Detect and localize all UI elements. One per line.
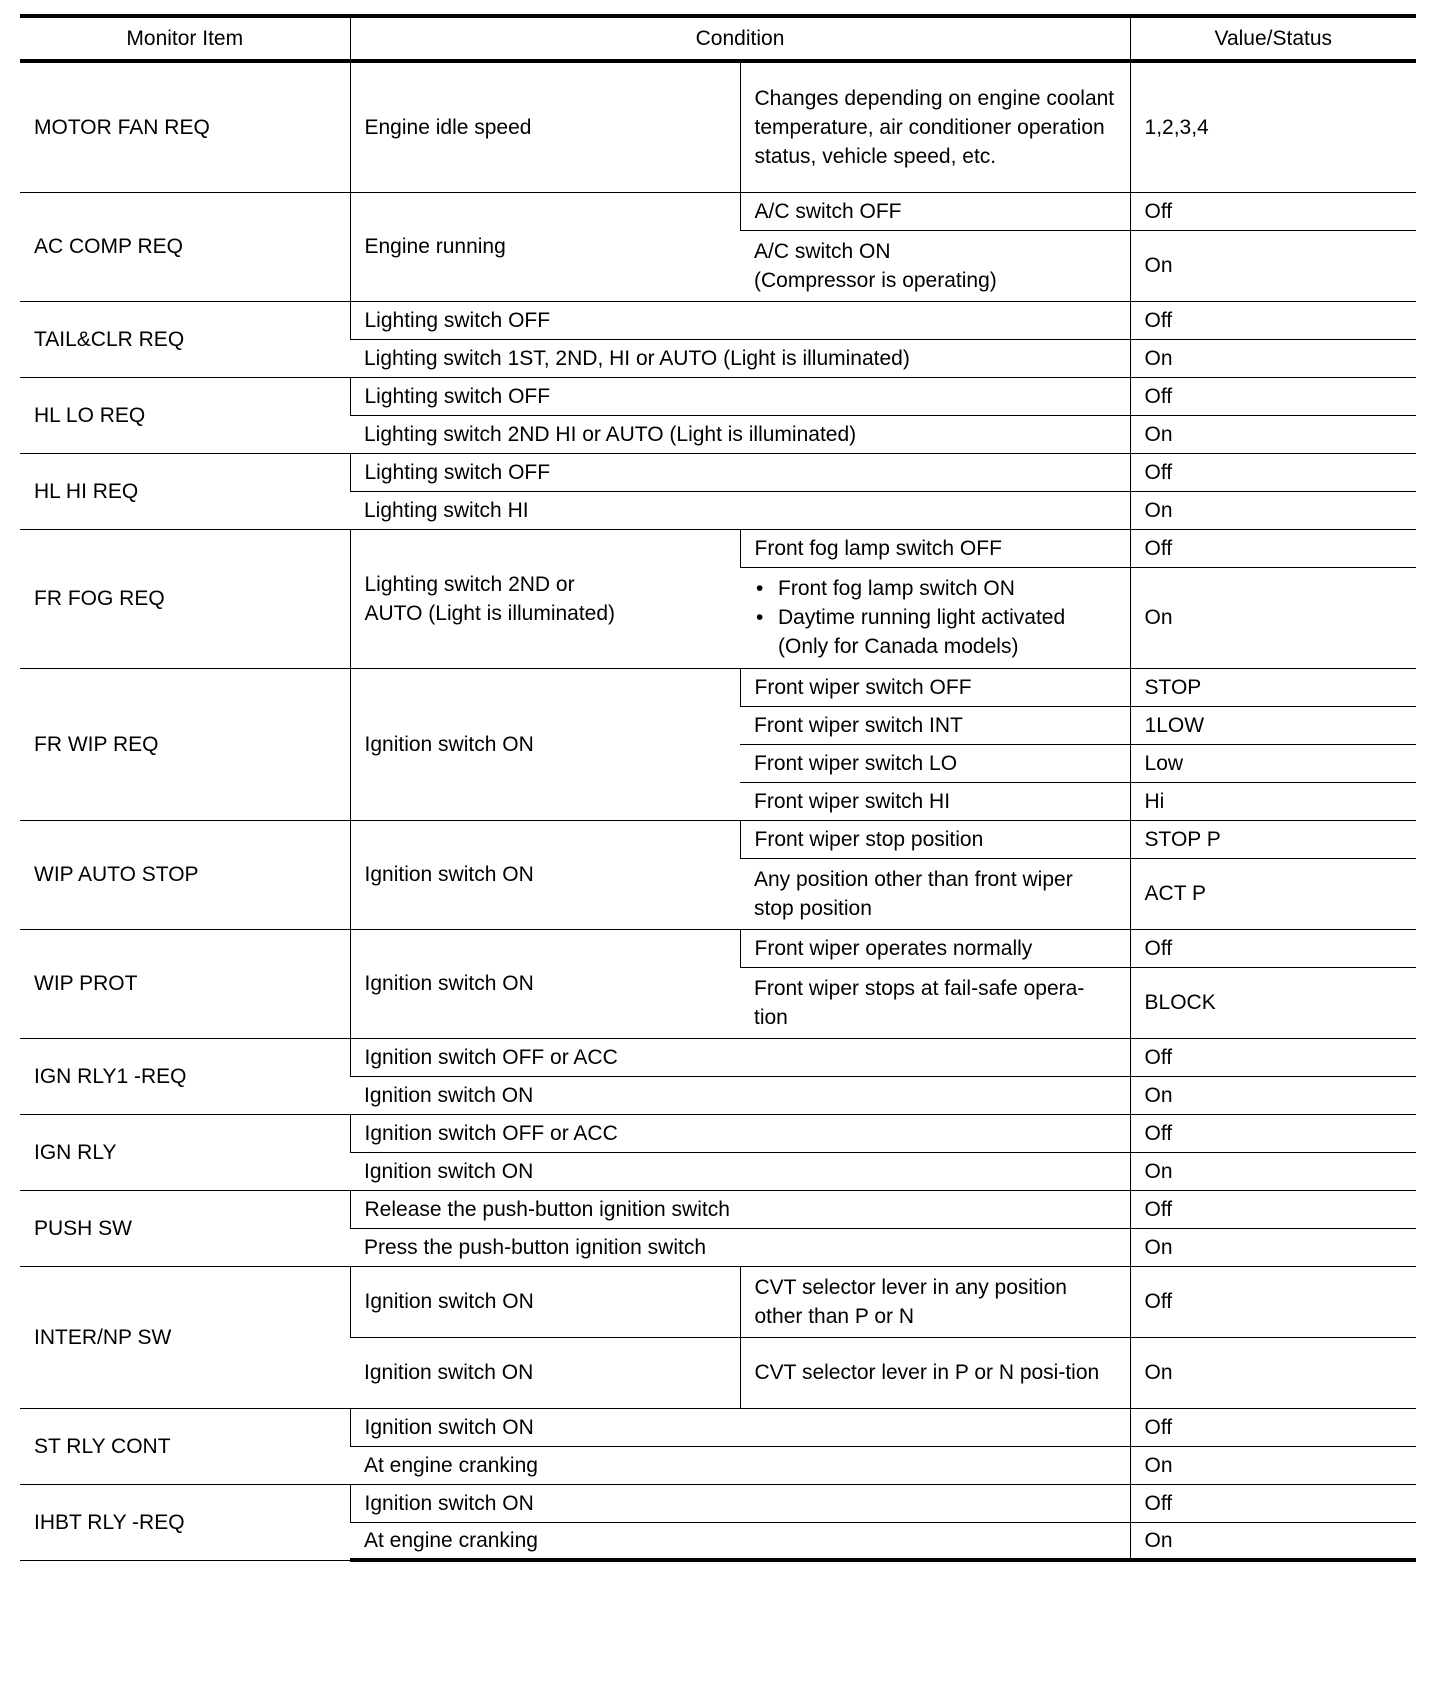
value-cell: Off bbox=[1130, 929, 1416, 967]
value-cell: Off bbox=[1130, 1484, 1416, 1522]
sub-condition-cell bbox=[740, 230, 1130, 301]
monitor-item-cell: IHBT RLY -REQ bbox=[20, 1484, 350, 1560]
condition-cell bbox=[350, 529, 740, 668]
value-cell: On bbox=[1130, 1152, 1416, 1190]
sub-condition-line: (Compressor is operating) bbox=[754, 268, 997, 292]
condition-cell: Ignition switch ON bbox=[350, 1337, 740, 1408]
value-cell: Off bbox=[1130, 301, 1416, 339]
value-cell: On bbox=[1130, 1522, 1416, 1560]
header-row bbox=[20, 16, 1416, 61]
sub-condition-cell: CVT selector lever in P or N posi-tion bbox=[740, 1337, 1130, 1408]
condition-cell: Lighting switch OFF bbox=[350, 301, 1130, 339]
value-cell: On bbox=[1130, 491, 1416, 529]
condition-cell: Lighting switch OFF bbox=[350, 453, 1130, 491]
sub-condition-cell: Front wiper switch LO bbox=[740, 744, 1130, 782]
monitor-item-cell: WIP AUTO STOP bbox=[20, 820, 350, 929]
monitor-item-cell: TAIL&CLR REQ bbox=[20, 301, 350, 377]
value-cell: STOP P bbox=[1130, 820, 1416, 858]
sub-condition-cell: A/C switch OFF bbox=[740, 192, 1130, 230]
value-cell: Off bbox=[1130, 377, 1416, 415]
sub-condition-cell: Front wiper switch HI bbox=[740, 782, 1130, 820]
condition-cell: Lighting switch OFF bbox=[350, 377, 1130, 415]
value-cell: Off bbox=[1130, 192, 1416, 230]
table-row bbox=[20, 1408, 1416, 1446]
value-cell: On bbox=[1130, 1076, 1416, 1114]
value-cell: STOP bbox=[1130, 668, 1416, 706]
monitor-item-cell: IGN RLY bbox=[20, 1114, 350, 1190]
condition-cell: Release the push-button ignition switch bbox=[350, 1190, 1130, 1228]
condition-cell: Lighting switch 2ND HI or AUTO (Light is illuminated) bbox=[350, 415, 1130, 453]
table-row bbox=[20, 61, 1416, 192]
table-row bbox=[20, 453, 1416, 491]
table-row bbox=[20, 668, 1416, 706]
value-cell: Off bbox=[1130, 1114, 1416, 1152]
value-cell: BLOCK bbox=[1130, 967, 1416, 1038]
value-cell: On bbox=[1130, 1228, 1416, 1266]
condition-cell: Press the push-button ignition switch bbox=[350, 1228, 1130, 1266]
monitor-item-cell: HL HI REQ bbox=[20, 453, 350, 529]
monitor-item-table bbox=[20, 14, 1416, 1562]
value-cell: 1LOW bbox=[1130, 706, 1416, 744]
value-cell: Off bbox=[1130, 1408, 1416, 1446]
condition-cell: Lighting switch HI bbox=[350, 491, 1130, 529]
monitor-item-cell: FR FOG REQ bbox=[20, 529, 350, 668]
value-cell: ACT P bbox=[1130, 858, 1416, 929]
table-row bbox=[20, 1038, 1416, 1076]
condition-cell: At engine cranking bbox=[350, 1446, 1130, 1484]
sub-condition-cell: Front wiper operates normally bbox=[740, 929, 1130, 967]
monitor-item-cell: AC COMP REQ bbox=[20, 192, 350, 301]
monitor-item-cell: HL LO REQ bbox=[20, 377, 350, 453]
sub-condition-cell: Front wiper stop position bbox=[740, 820, 1130, 858]
sub-condition-cell: CVT selector lever in any position other than P or N bbox=[740, 1266, 1130, 1337]
value-cell: On bbox=[1130, 1446, 1416, 1484]
monitor-item-cell: ST RLY CONT bbox=[20, 1408, 350, 1484]
sub-condition-cell: Front wiper switch OFF bbox=[740, 668, 1130, 706]
condition-cell: Ignition switch ON bbox=[350, 820, 740, 929]
condition-cell: Ignition switch OFF or ACC bbox=[350, 1114, 1130, 1152]
condition-cell: Ignition switch ON bbox=[350, 1076, 1130, 1114]
condition-line: Lighting switch 2ND or bbox=[364, 572, 575, 596]
table-row bbox=[20, 1114, 1416, 1152]
value-cell: On bbox=[1130, 567, 1416, 668]
condition-cell: Ignition switch ON bbox=[350, 1408, 1130, 1446]
monitor-item-cell: INTER/NP SW bbox=[20, 1266, 350, 1408]
condition-cell: Ignition switch ON bbox=[350, 668, 740, 820]
sub-condition-cell: Changes depending on engine coolant temperature, air conditioner operation status, vehicle speed, etc. bbox=[740, 61, 1130, 192]
value-cell: On bbox=[1130, 415, 1416, 453]
value-cell: Hi bbox=[1130, 782, 1416, 820]
value-cell: On bbox=[1130, 339, 1416, 377]
sub-condition-cell: Front fog lamp switch OFF bbox=[740, 529, 1130, 567]
monitor-item-cell: MOTOR FAN REQ bbox=[20, 61, 350, 192]
table-row bbox=[20, 820, 1416, 858]
bullet-list bbox=[754, 574, 1116, 661]
table-row bbox=[20, 301, 1416, 339]
header-monitor-item: Monitor Item bbox=[20, 16, 350, 61]
monitor-item-cell: IGN RLY1 -REQ bbox=[20, 1038, 350, 1114]
header-condition: Condition bbox=[350, 16, 1130, 61]
monitor-table-page bbox=[20, 14, 1416, 1562]
condition-cell: Ignition switch ON bbox=[350, 929, 740, 1038]
table-row bbox=[20, 1190, 1416, 1228]
condition-cell: Engine idle speed bbox=[350, 61, 740, 192]
table-row bbox=[20, 1266, 1416, 1337]
list-item: • Daytime running light activated (Only for Canada models) bbox=[754, 603, 1116, 661]
table-row bbox=[20, 377, 1416, 415]
value-cell: 1,2,3,4 bbox=[1130, 61, 1416, 192]
value-cell: Off bbox=[1130, 453, 1416, 491]
monitor-item-cell: PUSH SW bbox=[20, 1190, 350, 1266]
value-cell: On bbox=[1130, 1337, 1416, 1408]
table-row bbox=[20, 192, 1416, 230]
sub-condition-cell: Front wiper stops at fail-safe opera-tion bbox=[740, 967, 1130, 1038]
value-cell: Low bbox=[1130, 744, 1416, 782]
condition-cell: Ignition switch ON bbox=[350, 1152, 1130, 1190]
condition-line: AUTO (Light is illuminated) bbox=[364, 601, 616, 625]
condition-cell: Ignition switch ON bbox=[350, 1484, 1130, 1522]
list-item: • Front fog lamp switch ON bbox=[754, 574, 1116, 603]
value-cell: Off bbox=[1130, 1190, 1416, 1228]
condition-cell: Engine running bbox=[350, 192, 740, 301]
value-cell: Off bbox=[1130, 529, 1416, 567]
sub-condition-cell: Any position other than front wiper stop position bbox=[740, 858, 1130, 929]
value-cell: Off bbox=[1130, 1038, 1416, 1076]
value-cell: On bbox=[1130, 230, 1416, 301]
table-row bbox=[20, 529, 1416, 567]
condition-cell: At engine cranking bbox=[350, 1522, 1130, 1560]
sub-condition-cell: Front wiper switch INT bbox=[740, 706, 1130, 744]
monitor-item-cell: FR WIP REQ bbox=[20, 668, 350, 820]
condition-cell: Ignition switch OFF or ACC bbox=[350, 1038, 1130, 1076]
table-row bbox=[20, 1484, 1416, 1522]
sub-condition-line: A/C switch ON bbox=[754, 239, 891, 263]
table-row bbox=[20, 929, 1416, 967]
condition-cell: Lighting switch 1ST, 2ND, HI or AUTO (Light is illuminated) bbox=[350, 339, 1130, 377]
sub-condition-cell bbox=[740, 567, 1130, 668]
header-value-status: Value/Status bbox=[1130, 16, 1416, 61]
condition-cell: Ignition switch ON bbox=[350, 1266, 740, 1337]
monitor-item-cell: WIP PROT bbox=[20, 929, 350, 1038]
value-cell: Off bbox=[1130, 1266, 1416, 1337]
